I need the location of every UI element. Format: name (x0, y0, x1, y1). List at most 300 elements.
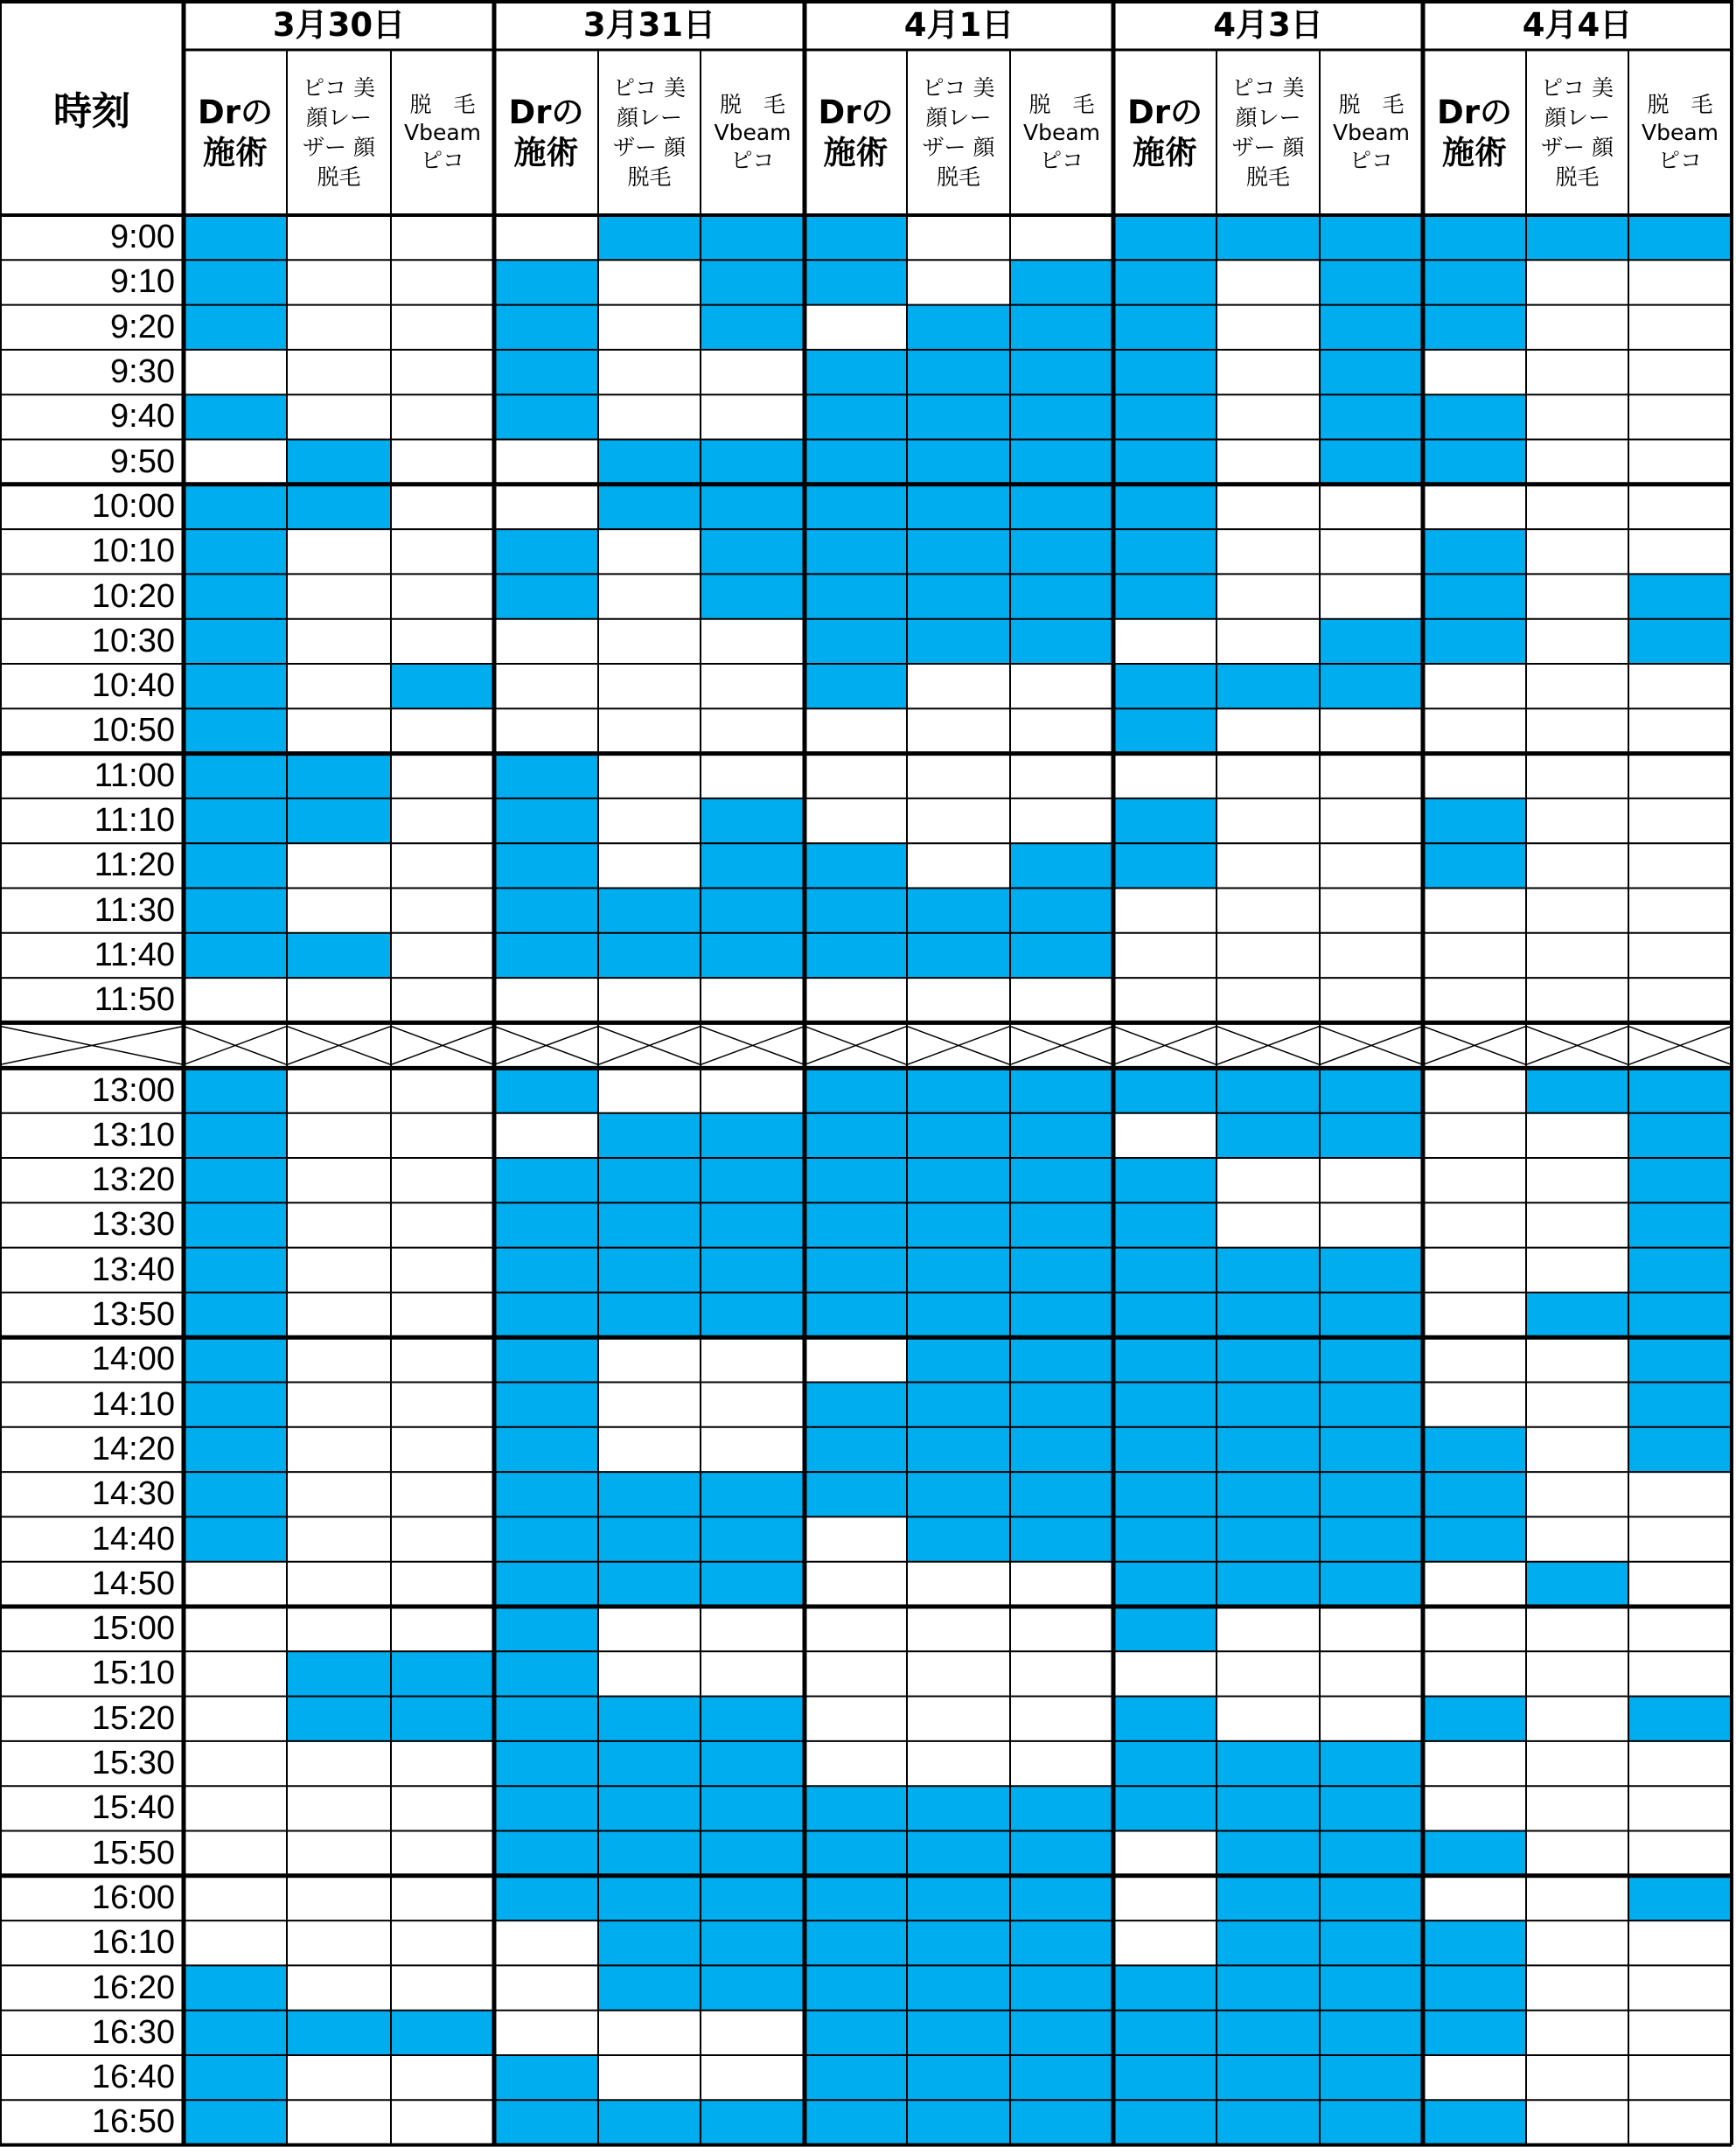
booked-slot[interactable] (494, 933, 598, 978)
open-slot[interactable] (1628, 1516, 1732, 1561)
open-slot[interactable] (805, 1741, 907, 1786)
open-slot[interactable] (391, 1158, 494, 1202)
open-slot[interactable] (287, 1427, 391, 1472)
booked-slot[interactable] (1628, 1383, 1732, 1427)
open-slot[interactable] (1217, 260, 1320, 304)
booked-slot[interactable] (1526, 1068, 1628, 1112)
open-slot[interactable] (907, 664, 1010, 708)
open-slot[interactable] (1628, 484, 1732, 529)
booked-slot[interactable] (1113, 798, 1217, 843)
open-slot[interactable] (1010, 1741, 1113, 1786)
open-slot[interactable] (287, 619, 391, 664)
open-slot[interactable] (907, 1651, 1010, 1696)
booked-slot[interactable] (1010, 1068, 1113, 1112)
open-slot[interactable] (287, 1068, 391, 1112)
open-slot[interactable] (805, 305, 907, 350)
open-slot[interactable] (598, 2055, 701, 2100)
booked-slot[interactable] (1010, 1831, 1113, 1876)
open-slot[interactable] (598, 708, 701, 753)
booked-slot[interactable] (907, 350, 1010, 394)
booked-slot[interactable] (907, 1516, 1010, 1561)
booked-slot[interactable] (391, 1651, 494, 1696)
booked-slot[interactable] (598, 1516, 701, 1561)
open-slot[interactable] (1217, 889, 1320, 933)
open-slot[interactable] (391, 484, 494, 529)
open-slot[interactable] (1526, 440, 1628, 484)
booked-slot[interactable] (1113, 1741, 1217, 1786)
open-slot[interactable] (1217, 1651, 1320, 1696)
open-slot[interactable] (1423, 1113, 1526, 1158)
booked-slot[interactable] (1113, 440, 1217, 484)
booked-slot[interactable] (1628, 574, 1732, 618)
booked-slot[interactable] (1113, 708, 1217, 753)
booked-slot[interactable] (287, 933, 391, 978)
booked-slot[interactable] (494, 1607, 598, 1651)
open-slot[interactable] (1010, 664, 1113, 708)
open-slot[interactable] (1526, 1202, 1628, 1247)
booked-slot[interactable] (1423, 260, 1526, 304)
open-slot[interactable] (1423, 1607, 1526, 1651)
open-slot[interactable] (287, 1383, 391, 1427)
booked-slot[interactable] (1423, 2011, 1526, 2055)
open-slot[interactable] (1320, 484, 1423, 529)
booked-slot[interactable] (701, 305, 805, 350)
booked-slot[interactable] (1320, 305, 1423, 350)
open-slot[interactable] (391, 798, 494, 843)
booked-slot[interactable] (1217, 1876, 1320, 1920)
booked-slot[interactable] (1113, 350, 1217, 394)
open-slot[interactable] (1423, 350, 1526, 394)
booked-slot[interactable] (184, 933, 287, 978)
booked-slot[interactable] (184, 215, 287, 260)
open-slot[interactable] (701, 978, 805, 1022)
booked-slot[interactable] (1217, 1293, 1320, 1337)
open-slot[interactable] (907, 978, 1010, 1022)
booked-slot[interactable] (1217, 1248, 1320, 1293)
open-slot[interactable] (1628, 933, 1732, 978)
booked-slot[interactable] (907, 1337, 1010, 1382)
open-slot[interactable] (184, 1651, 287, 1696)
booked-slot[interactable] (184, 889, 287, 933)
booked-slot[interactable] (184, 1383, 287, 1427)
open-slot[interactable] (701, 2011, 805, 2055)
booked-slot[interactable] (1423, 1697, 1526, 1741)
open-slot[interactable] (287, 305, 391, 350)
open-slot[interactable] (391, 619, 494, 664)
open-slot[interactable] (1113, 933, 1217, 978)
booked-slot[interactable] (598, 1697, 701, 1741)
open-slot[interactable] (1526, 1337, 1628, 1382)
booked-slot[interactable] (1423, 1516, 1526, 1561)
open-slot[interactable] (805, 798, 907, 843)
open-slot[interactable] (1526, 1427, 1628, 1472)
booked-slot[interactable] (1113, 1472, 1217, 1516)
open-slot[interactable] (598, 350, 701, 394)
open-slot[interactable] (805, 1651, 907, 1696)
open-slot[interactable] (184, 1697, 287, 1741)
open-slot[interactable] (494, 1113, 598, 1158)
open-slot[interactable] (1526, 1651, 1628, 1696)
booked-slot[interactable] (1423, 1427, 1526, 1472)
booked-slot[interactable] (1113, 1202, 1217, 1247)
open-slot[interactable] (391, 394, 494, 439)
booked-slot[interactable] (805, 260, 907, 304)
open-slot[interactable] (805, 1337, 907, 1382)
open-slot[interactable] (1423, 484, 1526, 529)
booked-slot[interactable] (907, 529, 1010, 574)
open-slot[interactable] (1320, 978, 1423, 1022)
booked-slot[interactable] (907, 1965, 1010, 2010)
open-slot[interactable] (1423, 1876, 1526, 1920)
open-slot[interactable] (1628, 664, 1732, 708)
booked-slot[interactable] (1320, 1113, 1423, 1158)
booked-slot[interactable] (1010, 440, 1113, 484)
booked-slot[interactable] (805, 1831, 907, 1876)
booked-slot[interactable] (1217, 1920, 1320, 1965)
booked-slot[interactable] (1113, 1427, 1217, 1472)
open-slot[interactable] (1423, 1068, 1526, 1112)
open-slot[interactable] (1217, 1158, 1320, 1202)
open-slot[interactable] (1628, 394, 1732, 439)
open-slot[interactable] (1217, 798, 1320, 843)
open-slot[interactable] (1010, 798, 1113, 843)
open-slot[interactable] (184, 1607, 287, 1651)
open-slot[interactable] (1628, 1607, 1732, 1651)
booked-slot[interactable] (1320, 1741, 1423, 1786)
booked-slot[interactable] (598, 1741, 701, 1786)
open-slot[interactable] (907, 1741, 1010, 1786)
open-slot[interactable] (391, 1607, 494, 1651)
open-slot[interactable] (1628, 1831, 1732, 1876)
open-slot[interactable] (701, 664, 805, 708)
booked-slot[interactable] (1423, 1831, 1526, 1876)
booked-slot[interactable] (1010, 2100, 1113, 2144)
booked-slot[interactable] (1423, 1965, 1526, 2010)
open-slot[interactable] (287, 1248, 391, 1293)
booked-slot[interactable] (701, 1293, 805, 1337)
booked-slot[interactable] (1217, 1337, 1320, 1382)
open-slot[interactable] (1217, 978, 1320, 1022)
open-slot[interactable] (1628, 350, 1732, 394)
booked-slot[interactable] (494, 1831, 598, 1876)
booked-slot[interactable] (287, 754, 391, 798)
booked-slot[interactable] (1010, 1427, 1113, 1472)
open-slot[interactable] (1526, 933, 1628, 978)
booked-slot[interactable] (598, 889, 701, 933)
open-slot[interactable] (598, 843, 701, 888)
booked-slot[interactable] (1113, 1562, 1217, 1607)
booked-slot[interactable] (1010, 260, 1113, 304)
booked-slot[interactable] (391, 2011, 494, 2055)
open-slot[interactable] (1628, 1741, 1732, 1786)
open-slot[interactable] (1320, 1607, 1423, 1651)
open-slot[interactable] (1526, 1113, 1628, 1158)
open-slot[interactable] (598, 574, 701, 618)
booked-slot[interactable] (494, 843, 598, 888)
open-slot[interactable] (494, 2011, 598, 2055)
booked-slot[interactable] (184, 1293, 287, 1337)
booked-slot[interactable] (598, 1562, 701, 1607)
booked-slot[interactable] (494, 394, 598, 439)
booked-slot[interactable] (1217, 1427, 1320, 1472)
booked-slot[interactable] (1628, 1876, 1732, 1920)
booked-slot[interactable] (805, 1068, 907, 1112)
booked-slot[interactable] (494, 529, 598, 574)
open-slot[interactable] (1320, 933, 1423, 978)
open-slot[interactable] (907, 1607, 1010, 1651)
open-slot[interactable] (1628, 440, 1732, 484)
open-slot[interactable] (1628, 843, 1732, 888)
booked-slot[interactable] (907, 1786, 1010, 1830)
open-slot[interactable] (287, 215, 391, 260)
booked-slot[interactable] (907, 2100, 1010, 2144)
open-slot[interactable] (1628, 1562, 1732, 1607)
booked-slot[interactable] (1628, 1068, 1732, 1112)
booked-slot[interactable] (907, 1472, 1010, 1516)
booked-slot[interactable] (805, 889, 907, 933)
open-slot[interactable] (391, 1427, 494, 1472)
open-slot[interactable] (1320, 1202, 1423, 1247)
open-slot[interactable] (598, 1383, 701, 1427)
booked-slot[interactable] (805, 2100, 907, 2144)
booked-slot[interactable] (701, 1113, 805, 1158)
booked-slot[interactable] (1423, 798, 1526, 843)
booked-slot[interactable] (184, 2055, 287, 2100)
booked-slot[interactable] (805, 1113, 907, 1158)
open-slot[interactable] (1526, 350, 1628, 394)
booked-slot[interactable] (1113, 260, 1217, 304)
open-slot[interactable] (391, 1293, 494, 1337)
open-slot[interactable] (1217, 484, 1320, 529)
booked-slot[interactable] (1113, 1607, 1217, 1651)
booked-slot[interactable] (391, 1697, 494, 1741)
booked-slot[interactable] (184, 1113, 287, 1158)
open-slot[interactable] (1526, 754, 1628, 798)
booked-slot[interactable] (701, 1158, 805, 1202)
booked-slot[interactable] (1217, 1068, 1320, 1112)
booked-slot[interactable] (805, 2011, 907, 2055)
open-slot[interactable] (598, 754, 701, 798)
booked-slot[interactable] (805, 1383, 907, 1427)
booked-slot[interactable] (1628, 1248, 1732, 1293)
open-slot[interactable] (1526, 1831, 1628, 1876)
open-slot[interactable] (1526, 260, 1628, 304)
open-slot[interactable] (1217, 619, 1320, 664)
open-slot[interactable] (1217, 843, 1320, 888)
open-slot[interactable] (1423, 1741, 1526, 1786)
booked-slot[interactable] (184, 1158, 287, 1202)
booked-slot[interactable] (1010, 1248, 1113, 1293)
open-slot[interactable] (907, 260, 1010, 304)
open-slot[interactable] (1628, 978, 1732, 1022)
open-slot[interactable] (1423, 1158, 1526, 1202)
open-slot[interactable] (1628, 1651, 1732, 1696)
open-slot[interactable] (598, 529, 701, 574)
open-slot[interactable] (184, 1741, 287, 1786)
open-slot[interactable] (494, 708, 598, 753)
open-slot[interactable] (598, 305, 701, 350)
booked-slot[interactable] (1628, 1202, 1732, 1247)
open-slot[interactable] (1320, 889, 1423, 933)
open-slot[interactable] (1526, 1741, 1628, 1786)
open-slot[interactable] (391, 889, 494, 933)
booked-slot[interactable] (1320, 1965, 1423, 2010)
booked-slot[interactable] (184, 2011, 287, 2055)
open-slot[interactable] (184, 1786, 287, 1830)
open-slot[interactable] (494, 664, 598, 708)
open-slot[interactable] (184, 1876, 287, 1920)
open-slot[interactable] (287, 978, 391, 1022)
open-slot[interactable] (907, 1697, 1010, 1741)
booked-slot[interactable] (1320, 1562, 1423, 1607)
booked-slot[interactable] (1113, 574, 1217, 618)
booked-slot[interactable] (598, 933, 701, 978)
booked-slot[interactable] (1113, 529, 1217, 574)
booked-slot[interactable] (907, 484, 1010, 529)
open-slot[interactable] (1628, 2100, 1732, 2144)
open-slot[interactable] (1217, 394, 1320, 439)
open-slot[interactable] (1526, 798, 1628, 843)
booked-slot[interactable] (1320, 1337, 1423, 1382)
booked-slot[interactable] (494, 1741, 598, 1786)
booked-slot[interactable] (1320, 2100, 1423, 2144)
booked-slot[interactable] (494, 798, 598, 843)
booked-slot[interactable] (701, 574, 805, 618)
booked-slot[interactable] (184, 754, 287, 798)
open-slot[interactable] (1526, 843, 1628, 888)
booked-slot[interactable] (1010, 1472, 1113, 1516)
booked-slot[interactable] (184, 529, 287, 574)
open-slot[interactable] (1423, 664, 1526, 708)
open-slot[interactable] (907, 708, 1010, 753)
booked-slot[interactable] (805, 1965, 907, 2010)
open-slot[interactable] (598, 1337, 701, 1382)
open-slot[interactable] (1628, 889, 1732, 933)
open-slot[interactable] (1217, 1202, 1320, 1247)
booked-slot[interactable] (287, 484, 391, 529)
open-slot[interactable] (1217, 933, 1320, 978)
booked-slot[interactable] (184, 484, 287, 529)
open-slot[interactable] (391, 2100, 494, 2144)
booked-slot[interactable] (1628, 1158, 1732, 1202)
open-slot[interactable] (287, 1202, 391, 1247)
booked-slot[interactable] (1423, 215, 1526, 260)
booked-slot[interactable] (494, 889, 598, 933)
open-slot[interactable] (1628, 529, 1732, 574)
booked-slot[interactable] (1217, 215, 1320, 260)
booked-slot[interactable] (805, 1427, 907, 1472)
open-slot[interactable] (391, 305, 494, 350)
booked-slot[interactable] (701, 1202, 805, 1247)
booked-slot[interactable] (1113, 1965, 1217, 2010)
booked-slot[interactable] (1217, 1472, 1320, 1516)
booked-slot[interactable] (1113, 1383, 1217, 1427)
open-slot[interactable] (805, 1516, 907, 1561)
open-slot[interactable] (1628, 260, 1732, 304)
open-slot[interactable] (391, 1831, 494, 1876)
open-slot[interactable] (1320, 1651, 1423, 1696)
booked-slot[interactable] (184, 394, 287, 439)
booked-slot[interactable] (494, 1293, 598, 1337)
open-slot[interactable] (1113, 619, 1217, 664)
booked-slot[interactable] (805, 1920, 907, 1965)
booked-slot[interactable] (1320, 350, 1423, 394)
open-slot[interactable] (701, 394, 805, 439)
booked-slot[interactable] (701, 260, 805, 304)
booked-slot[interactable] (184, 619, 287, 664)
open-slot[interactable] (391, 2055, 494, 2100)
open-slot[interactable] (1526, 664, 1628, 708)
booked-slot[interactable] (805, 394, 907, 439)
open-slot[interactable] (701, 1068, 805, 1112)
booked-slot[interactable] (1217, 2100, 1320, 2144)
booked-slot[interactable] (1113, 394, 1217, 439)
booked-slot[interactable] (184, 1068, 287, 1112)
booked-slot[interactable] (701, 1786, 805, 1830)
booked-slot[interactable] (701, 440, 805, 484)
booked-slot[interactable] (494, 260, 598, 304)
booked-slot[interactable] (805, 350, 907, 394)
open-slot[interactable] (1628, 798, 1732, 843)
open-slot[interactable] (287, 1965, 391, 2010)
open-slot[interactable] (1010, 1607, 1113, 1651)
open-slot[interactable] (701, 1427, 805, 1472)
booked-slot[interactable] (494, 350, 598, 394)
open-slot[interactable] (598, 1068, 701, 1112)
booked-slot[interactable] (701, 2100, 805, 2144)
open-slot[interactable] (287, 1516, 391, 1561)
open-slot[interactable] (287, 889, 391, 933)
booked-slot[interactable] (805, 529, 907, 574)
booked-slot[interactable] (1010, 2055, 1113, 2100)
open-slot[interactable] (1526, 708, 1628, 753)
open-slot[interactable] (1217, 1697, 1320, 1741)
booked-slot[interactable] (598, 1831, 701, 1876)
open-slot[interactable] (1628, 1965, 1732, 2010)
open-slot[interactable] (701, 1337, 805, 1382)
booked-slot[interactable] (805, 1876, 907, 1920)
booked-slot[interactable] (805, 215, 907, 260)
booked-slot[interactable] (701, 1741, 805, 1786)
booked-slot[interactable] (805, 1293, 907, 1337)
open-slot[interactable] (1526, 2055, 1628, 2100)
booked-slot[interactable] (1217, 1562, 1320, 1607)
booked-slot[interactable] (1010, 484, 1113, 529)
booked-slot[interactable] (287, 1651, 391, 1696)
booked-slot[interactable] (1010, 1383, 1113, 1427)
booked-slot[interactable] (494, 1068, 598, 1112)
booked-slot[interactable] (494, 1337, 598, 1382)
booked-slot[interactable] (805, 2055, 907, 2100)
open-slot[interactable] (391, 440, 494, 484)
open-slot[interactable] (1526, 529, 1628, 574)
open-slot[interactable] (1526, 1383, 1628, 1427)
booked-slot[interactable] (287, 2011, 391, 2055)
open-slot[interactable] (391, 1741, 494, 1786)
open-slot[interactable] (1628, 305, 1732, 350)
booked-slot[interactable] (494, 1876, 598, 1920)
open-slot[interactable] (598, 2011, 701, 2055)
open-slot[interactable] (1113, 1113, 1217, 1158)
open-slot[interactable] (701, 1607, 805, 1651)
booked-slot[interactable] (1320, 394, 1423, 439)
booked-slot[interactable] (1010, 1293, 1113, 1337)
open-slot[interactable] (1217, 708, 1320, 753)
open-slot[interactable] (1526, 1158, 1628, 1202)
open-slot[interactable] (494, 440, 598, 484)
booked-slot[interactable] (701, 1516, 805, 1561)
booked-slot[interactable] (184, 1472, 287, 1516)
